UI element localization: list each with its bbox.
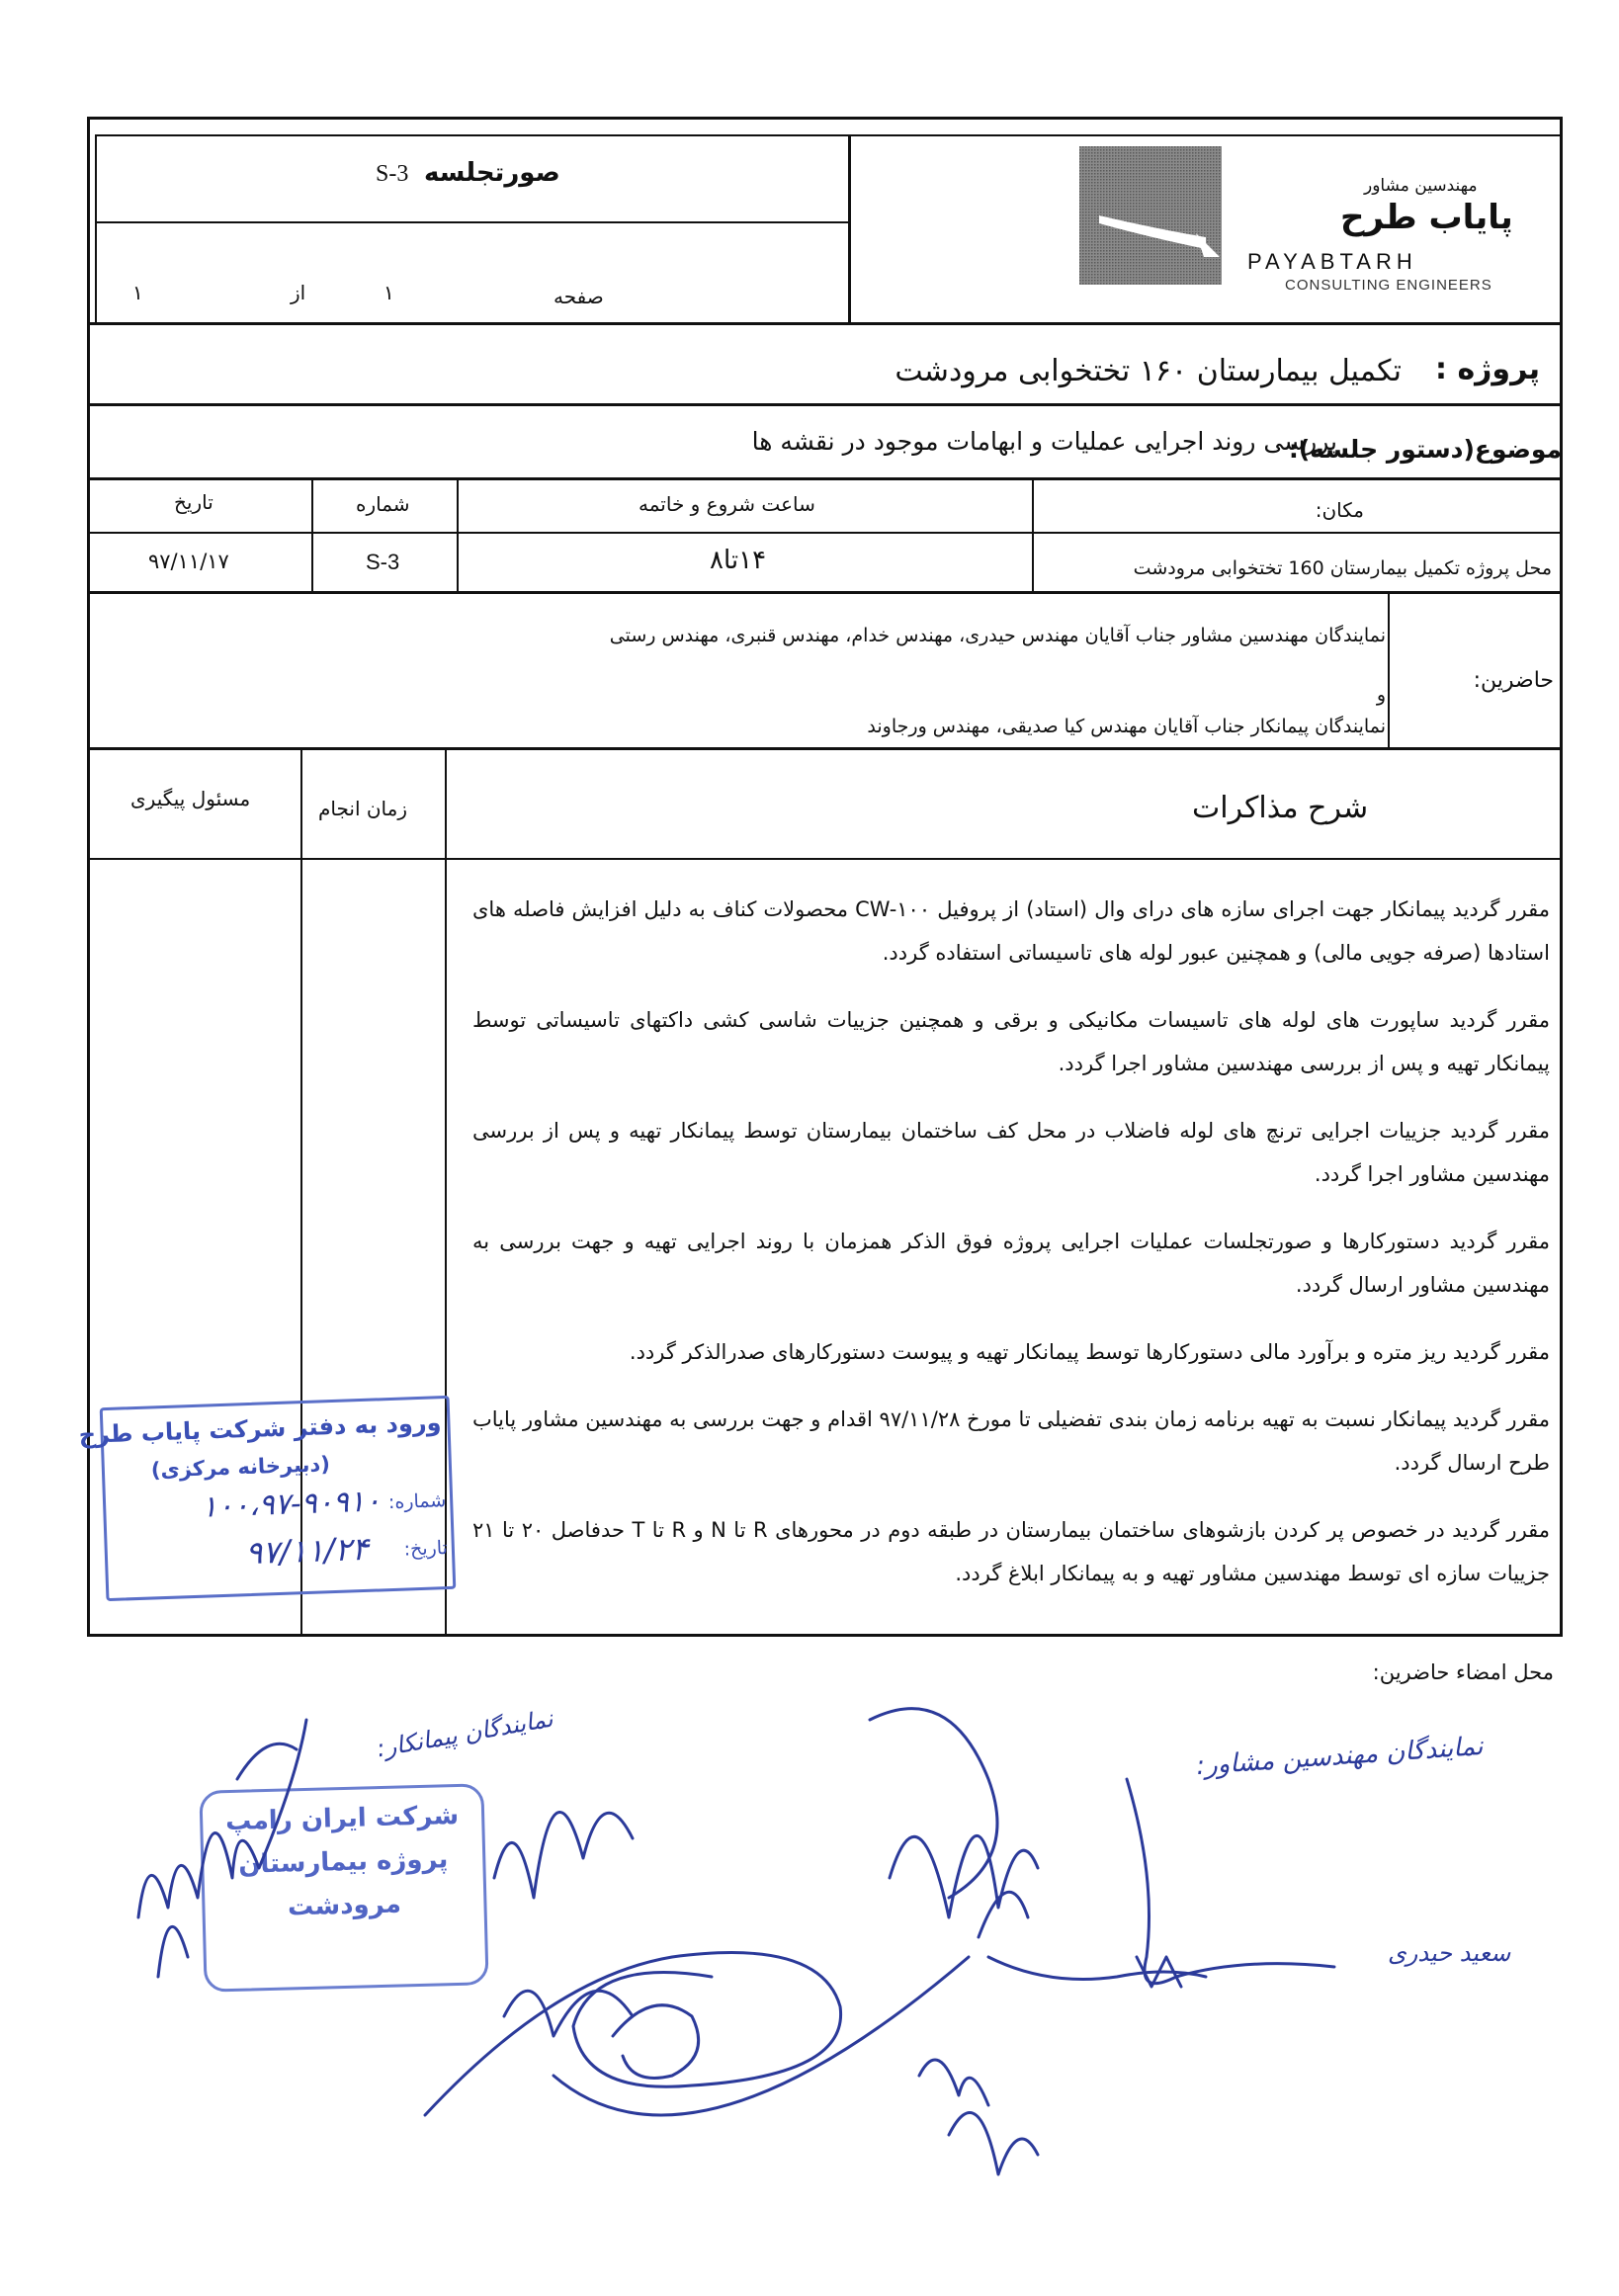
consultant-note: نمایندگان مهندسین مشاور: (1195, 1731, 1485, 1782)
doc-title: صورتجلسه (423, 158, 560, 188)
discussion-header-deadline: زمان انجام (318, 797, 408, 820)
meta-col-3 (311, 479, 313, 593)
meta-value-number: S-3 (366, 550, 400, 574)
contractor-note: نمایندگان پیمانکار: (374, 1704, 555, 1763)
company-stamp-line2: پروژه بیمارستان (237, 1844, 449, 1880)
attendees-line2: نمایندگان پیمانکار جناب آقایان مهندس کیا صدیقی، مهندس ورجاوند (867, 716, 1386, 737)
signatures-ink (0, 1660, 1619, 2293)
entry-stamp-title: ورود به دفتر شرکت پایاب طرح (78, 1408, 442, 1449)
subject-value: بررسی روند اجرایی عملیات و ابهامات موجود در نقشه ها (751, 427, 1337, 456)
entry-stamp-date-value: ۹۷/۱۱/۲۴ (244, 1529, 370, 1573)
header-bottom (87, 322, 1563, 325)
subject-row-bottom (87, 477, 1563, 480)
frame-bottom (87, 1634, 1563, 1637)
header-inner-top (95, 134, 1563, 136)
discussion-body (472, 888, 1550, 1619)
discussion-item: مقرر گردید دستورکارها و صورتجلسات عملیات اجرایی پروژه فوق الذکر همزمان با روند اجرایی تهیه و جهت بررسی به مهندسین مشاور ارسال گردد. (472, 1230, 1550, 1297)
discussion-item: مقرر گردید در خصوص پر کردن بازشوهای ساختمان بیمارستان در طبقه دوم در محورهای R تا N و R تا T حدفاصل ۲۰ تا ۲۱ جزییات سازه ای توسط مهندسین مشاور تهیه و به پیمانکار ابلاغ گردد. (472, 1518, 1551, 1585)
attendees-label: حاضرین: (1473, 668, 1554, 693)
company-stamp-line3: مرودشت (287, 1889, 402, 1922)
attendees-bottom (87, 747, 1563, 750)
entry-stamp (78, 1396, 457, 1601)
doc-code: S-3 (376, 161, 409, 187)
signer-name: سعید حیدری (1388, 1939, 1511, 1967)
meta-header-date: تاریخ (174, 490, 213, 514)
discussion-item: مقرر گردید پیمانکار جهت اجرای سازه های درای وال (استاد) از پروفیل CW-۱۰۰ محصولات کناف به دلیل افزایش فاصله های استادها (صرفه جویی مالی) و همچنین عبور لوله های تاسیساتی استفاده گردد. (472, 897, 1550, 965)
attendees-col (1388, 593, 1390, 749)
entry-stamp-subtitle: (دبیرخانه مرکزی) (150, 1452, 331, 1483)
discussion-item: مقرر گردید جزییات اجرایی ترنچ های لوله فاضلاب در محل کف ساختمان بیمارستان توسط پیمانکار تهیه و پس از بررسی مهندسین مشاور اجرا گردد. (472, 1119, 1550, 1186)
discussion-header-responsible: مسئول پیگیری (130, 787, 251, 810)
company-stamp-line1: شرکت ایران رامپ (224, 1800, 460, 1837)
project-value: تکمیل بیمارستان ۱۶۰ تختخوابی مرودشت (895, 354, 1402, 388)
attendees-line1: نمایندگان مهندسین مشاور جناب آقایان مهندس حیدری، مهندس خدام، مهندس قنبری، مهندس رستی (609, 625, 1386, 646)
signature-scribble-1 (138, 1720, 306, 1917)
doc-title-block (376, 158, 560, 188)
meta-value-date: ۹۷/۱۱/۱۷ (148, 550, 229, 573)
meta-bottom (87, 591, 1563, 594)
project-row-bottom (87, 403, 1563, 406)
page-label: صفحه (554, 285, 604, 308)
attendees-connector: و (1376, 684, 1386, 706)
discussion-item: مقرر گردید ساپورت های لوله های تاسیسات مکانیکی و برقی و همچنین جزییات شاسی کشی داکتهای تاسیساتی توسط پیمانکار تهیه و پس از بررسی مهندسین مشاور اجرا گردد. (472, 1008, 1550, 1075)
signature-loop (425, 1953, 841, 2115)
meta-header-place: مکان: (1315, 498, 1364, 522)
signature-scribble-4 (1127, 1779, 1334, 1984)
logo-mark-icon (1079, 146, 1222, 285)
signature-scribble-2 (494, 1812, 633, 1898)
signature-scribble-3 (890, 1835, 1038, 1917)
company-tagline-en: CONSULTING ENGINEERS (1285, 277, 1492, 294)
subject-label: موضوع(دستور جلسه): (1288, 435, 1562, 464)
company-name-fa-small: مهندسین مشاور (1364, 176, 1478, 196)
entry-stamp-date-label: تاریخ: (403, 1537, 449, 1561)
meta-header-number: شماره (356, 492, 410, 516)
entry-stamp-number-label: شماره: (387, 1489, 447, 1514)
header-divider-vertical (848, 134, 851, 324)
header-inner-mid (95, 221, 850, 223)
frame-right (1560, 117, 1563, 1636)
frame-top (87, 117, 1563, 120)
signatures-label: محل امضاء حاضرین: (1372, 1660, 1554, 1684)
discussion-header-bottom (87, 858, 1563, 860)
of-label: از (291, 281, 306, 304)
meta-value-place: محل پروژه تکمیل بیمارستان 160 تختخوابی مرودشت (1133, 557, 1552, 579)
discussion-item: مقرر گردید پیمانکار نسبت به تهیه برنامه زمان بندی تفضیلی تا مورخ ۹۷/۱۱/۲۸ اقدام و جهت بررسی به مهندسین مشاور پایاب طرح ارسال گردد. (472, 1407, 1550, 1475)
discussion-header-description: شرح مذاکرات (1192, 791, 1369, 825)
meta-row-divider (87, 532, 1563, 534)
discussion-item: مقرر گردید ریز متره و برآورد مالی دستورکارها توسط پیمانکار تهیه و پیوست دستورکارهای صدرالذکر گردد. (629, 1340, 1550, 1364)
meta-header-time: ساعت شروع و خاتمه (639, 492, 815, 516)
company-logo (1079, 146, 1222, 285)
project-label: پروژه : (1435, 352, 1540, 386)
meta-col-2 (457, 479, 459, 593)
company-name-en: PAYABTARH (1247, 249, 1417, 274)
page-total: ۱ (132, 281, 143, 304)
company-name-fa: پایاب طرح (1340, 198, 1513, 237)
header-inner-left (95, 134, 97, 324)
entry-stamp-number-value: ۱۰۰،۹۷-۹۰۹۱۰ (201, 1484, 382, 1525)
meta-value-time: ۱۴تا۸ (710, 546, 767, 575)
frame-left (87, 117, 90, 1636)
meta-col-1 (1032, 479, 1034, 593)
page-number: ۱ (383, 281, 394, 304)
